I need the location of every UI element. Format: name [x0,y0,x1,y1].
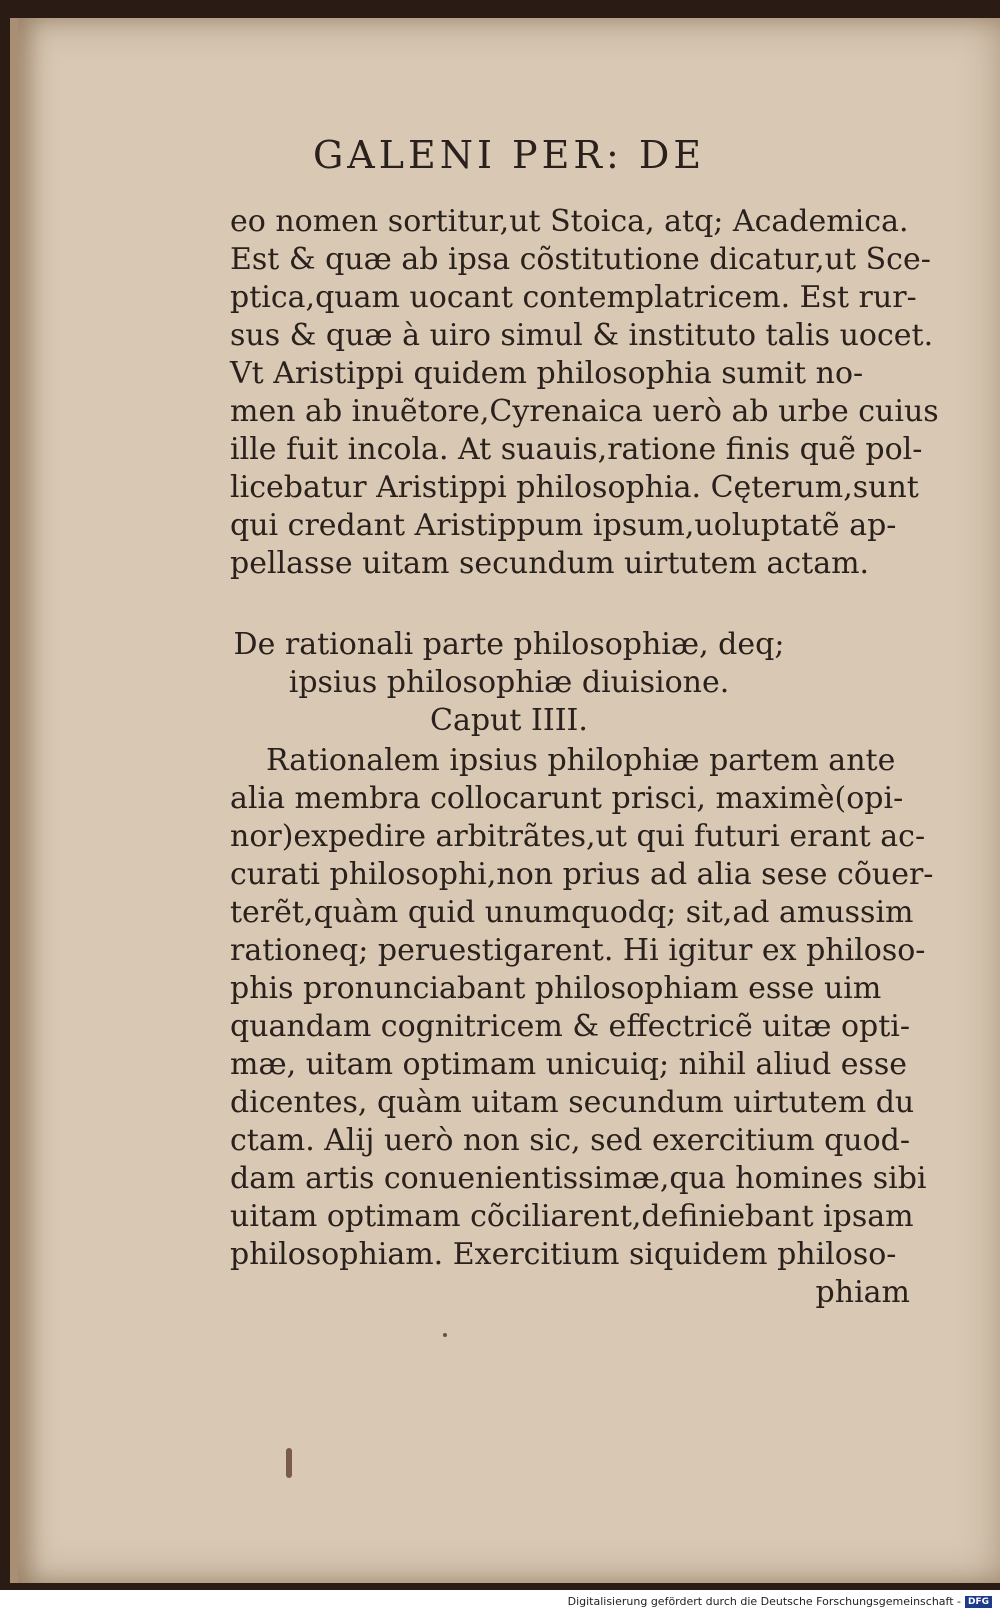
digitization-footer [568,1595,992,1608]
text-line: Est & quæ ab ipsa cõstitutione dicatur,ut Sce- [230,242,931,277]
text-line: alia membra collocarunt prisci, maximè(opi- [230,781,904,816]
text-line: dicentes, quàm uitam secundum uirtutem du [230,1085,915,1120]
text-line: qui credant Aristippum ipsum,uoluptatẽ ap- [230,508,897,543]
text-line: quandam cognitricem & effectricẽ uitæ opti- [230,1009,911,1044]
text-line: ille fuit incola. At suauis,ratione finis quẽ pol- [230,432,923,467]
text-line: eo nomen sortitur,ut Stoica, atq; Academica. [230,204,909,239]
footer-credit: Digitalisierung gefördert durch die Deutsche Forschungsgemeinschaft - [567,1595,961,1608]
text-line: Rationalem ipsius philophiæ partem ante [266,743,896,778]
text-line: curati philosophi,non prius ad alia sese cõuer- [230,857,934,892]
text-line: mæ, uitam optimam unicuiq; nihil aliud esse [230,1047,907,1082]
text-line: uitam optimam cõciliarent,definiebant ipsam [230,1199,914,1234]
text-line: phis pronunciabant philosophiam esse uim [230,971,882,1006]
chapter-title-line: ipsius philosophiæ diuisione. [288,665,730,700]
chapter-title-line: De rationali parte philosophiæ, deq; [233,627,785,662]
text-line: licebatur Aristippi philosophia. Cęterum,sunt [230,470,919,505]
text-line: sus & quæ à uiro simul & instituto talis uocet. [230,318,934,353]
text-line: nor)expedire arbitrãtes,ut qui futuri erant ac- [230,819,926,854]
catchword: phiam [815,1275,910,1310]
text-line: men ab inuẽtore,Cyrenaica uerò ab urbe cuius [230,394,939,429]
text-line: terẽt,quàm quid unumquodq; sit,ad amussim [230,895,914,930]
dfg-logo-icon: DFG [965,1596,992,1608]
chapter-number: Caput IIII. [430,703,588,738]
text-line: pellasse uitam secundum uirtutem actam. [230,546,870,581]
paper-mark [286,1448,292,1478]
running-header: GALENI PER: DE [312,133,706,177]
text-line: Vt Aristippi quidem philosophia sumit no- [230,356,864,391]
book-page [10,18,1000,1583]
text-line: rationeq; peruestigarent. Hi igitur ex philoso- [230,933,926,968]
ink-dot [443,1333,447,1337]
text-line: ptica,quam uocant contemplatricem. Est rur- [230,280,917,315]
text-line: philosophiam. Exercitium siquidem philoso- [230,1237,897,1272]
text-line: dam artis conuenientissimæ,qua homines sibi [230,1161,927,1196]
text-line: ctam. Alij uerò non sic, sed exercitium quod- [230,1123,911,1158]
